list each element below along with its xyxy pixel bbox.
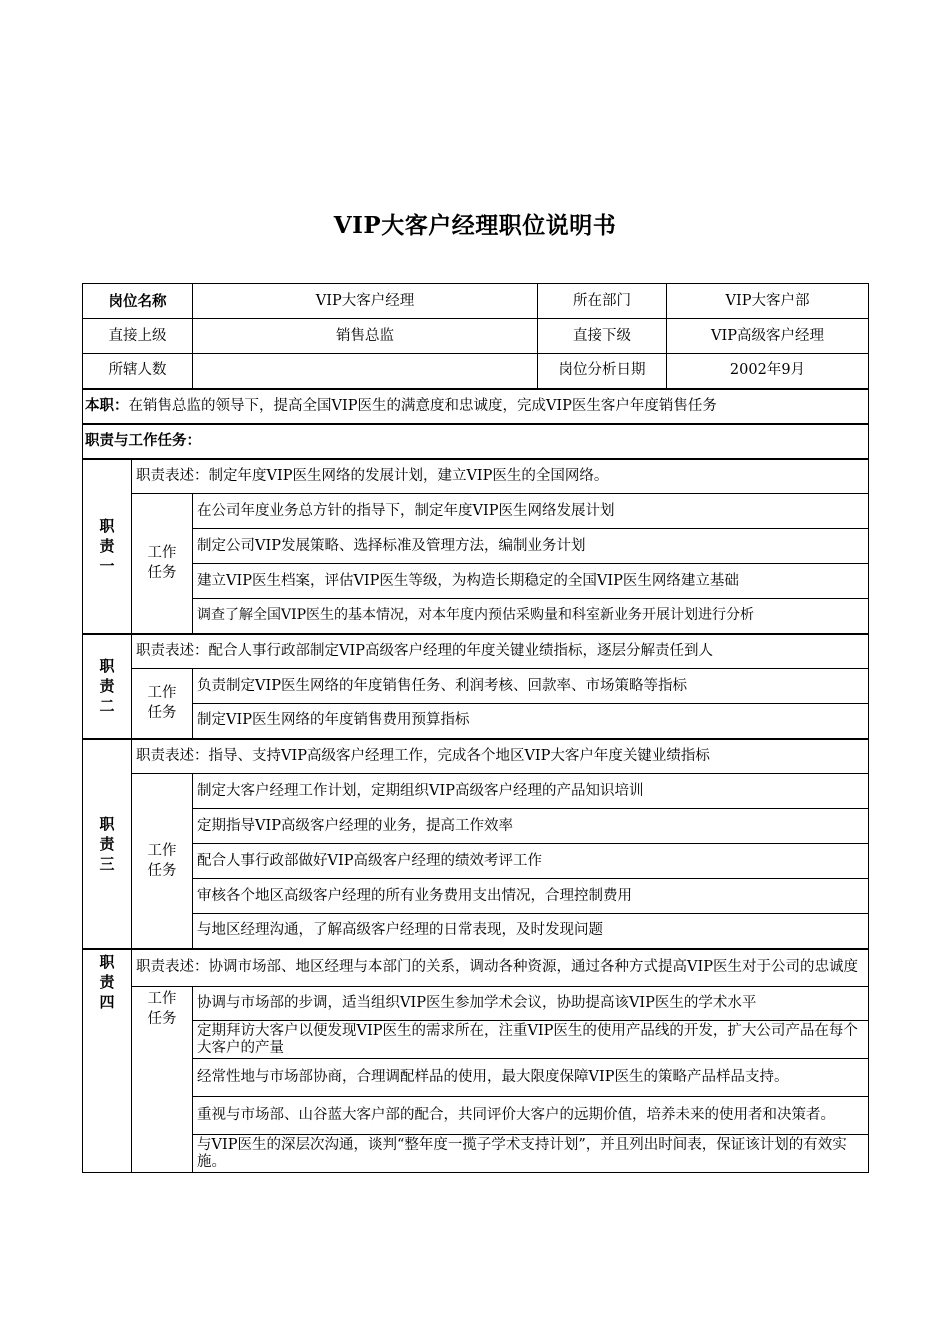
duty-4-task-2: 定期拜访大客户以便发现VIP医生的需求所在，注重VIP医生的使用产品线的开发，扩大公司产品在每个大客户的产量 bbox=[193, 1021, 869, 1059]
subordinate-label: 直接下级 bbox=[538, 319, 667, 354]
headcount-label: 所辖人数 bbox=[83, 354, 193, 389]
duty-4-name-text: 职责四 bbox=[99, 952, 115, 1011]
duty-3-statement-row bbox=[83, 739, 869, 774]
document-title: VIP大客户经理职位说明书 bbox=[333, 212, 617, 239]
task-label-text: 工作任务 bbox=[147, 842, 177, 879]
duties-header-row bbox=[83, 424, 869, 459]
duty-1-statement-row bbox=[83, 459, 869, 494]
duty-4-task-3: 经常性地与市场部协商，合理调配样品的使用，最大限度保障VIP医生的策略产品样品支持。 bbox=[193, 1059, 869, 1097]
mission-cell bbox=[83, 389, 869, 424]
post-name-value: VIP大客户经理 bbox=[193, 284, 538, 319]
duty-2-name bbox=[83, 634, 132, 739]
job-description-table bbox=[82, 283, 869, 1173]
task-label-text: 工作任务 bbox=[147, 991, 177, 1027]
headcount-value bbox=[193, 354, 538, 389]
duty-1-task-4: 调查了解全国VIP医生的基本情况，对本年度内预估采购量和科室新业务开展计划进行分析 bbox=[193, 599, 869, 634]
duty-4-task-5: 与VIP医生的深层次沟通，谈判“整年度一揽子学术支持计划”，并且列出时间表，保证该计划的有效实施。 bbox=[193, 1135, 869, 1173]
duties-header: 职责与工作任务： bbox=[83, 424, 869, 459]
mission-row bbox=[83, 389, 869, 424]
duty-4-task-row bbox=[83, 987, 869, 1021]
duty-4-task-4: 重视与市场部、山谷蓝大客户部的配合，共同评价大客户的远期价值，培养未来的使用者和决策者。 bbox=[193, 1097, 869, 1135]
info-row-2 bbox=[83, 319, 869, 354]
task-label-text: 工作任务 bbox=[147, 545, 177, 582]
duty-3-task-2: 定期指导VIP高级客户经理的业务，提高工作效率 bbox=[193, 809, 869, 844]
duty-4-task-1: 协调与市场部的步调，适当组织VIP医生参加学术会议，协助提高该VIP医生的学术水平 bbox=[193, 987, 869, 1021]
duty-3-name bbox=[83, 739, 132, 949]
duty-3-task-1: 制定大客户经理工作计划，定期组织VIP高级客户经理的产品知识培训 bbox=[193, 774, 869, 809]
duty-3-task-5: 与地区经理沟通，了解高级客户经理的日常表现，及时发现问题 bbox=[193, 914, 869, 949]
mission-text: 在销售总监的领导下，提高全国VIP医生的满意度和忠诚度，完成VIP医生客户年度销售任务 bbox=[128, 397, 717, 414]
duty-2-task-2: 制定VIP医生网络的年度销售费用预算指标 bbox=[193, 704, 869, 739]
analysis-date-value: 2002年9月 bbox=[667, 354, 869, 389]
superior-label: 直接上级 bbox=[83, 319, 193, 354]
duty-1-statement: 职责表述：制定年度VIP医生网络的发展计划，建立VIP医生的全国网络。 bbox=[132, 459, 869, 494]
dept-label: 所在部门 bbox=[538, 284, 667, 319]
duty-3-task-label bbox=[132, 774, 193, 949]
analysis-date-label: 岗位分析日期 bbox=[538, 354, 667, 389]
post-name-label: 岗位名称 bbox=[83, 284, 193, 319]
info-row-3 bbox=[83, 354, 869, 389]
duty-3-task-row bbox=[83, 774, 869, 809]
duty-3-statement: 职责表述：指导、支持VIP高级客户经理工作，完成各个地区VIP大客户年度关键业绩指标 bbox=[132, 739, 869, 774]
duty-2-name-text: 职责二 bbox=[99, 657, 115, 715]
info-row-1 bbox=[83, 284, 869, 319]
duty-2-statement-row bbox=[83, 634, 869, 669]
duty-4-statement: 职责表述：协调市场部、地区经理与本部门的关系，调动各种资源，通过各种方式提高VIP医生对于公司的忠诚度 bbox=[132, 949, 869, 987]
duty-3-name-text: 职责三 bbox=[99, 814, 115, 873]
duty-3-task-3: 配合人事行政部做好VIP高级客户经理的绩效考评工作 bbox=[193, 844, 869, 879]
duty-3-task-4: 审核各个地区高级客户经理的所有业务费用支出情况，合理控制费用 bbox=[193, 879, 869, 914]
duty-1-task-row bbox=[83, 494, 869, 529]
dept-value: VIP大客户部 bbox=[667, 284, 869, 319]
duty-4-task-label bbox=[132, 987, 193, 1173]
duty-1-name bbox=[83, 459, 132, 634]
duty-4-name bbox=[83, 949, 132, 1173]
duty-4-statement-row bbox=[83, 949, 869, 987]
duty-1-name-text: 职责一 bbox=[99, 517, 115, 575]
superior-value: 销售总监 bbox=[193, 319, 538, 354]
subordinate-value: VIP高级客户经理 bbox=[667, 319, 869, 354]
duty-1-task-1: 在公司年度业务总方针的指导下，制定年度VIP医生网络发展计划 bbox=[193, 494, 869, 529]
duty-2-task-row bbox=[83, 669, 869, 704]
duty-2-task-label bbox=[132, 669, 193, 739]
duty-1-task-2: 制定公司VIP发展策略、选择标准及管理方法，编制业务计划 bbox=[193, 529, 869, 564]
duty-2-statement: 职责表述：配合人事行政部制定VIP高级客户经理的年度关键业绩指标，逐层分解责任到人 bbox=[132, 634, 869, 669]
duty-2-task-1: 负责制定VIP医生网络的年度销售任务、利润考核、回款率、市场策略等指标 bbox=[193, 669, 869, 704]
duty-1-task-label bbox=[132, 494, 193, 634]
duty-1-task-3: 建立VIP医生档案，评估VIP医生等级，为构造长期稳定的全国VIP医生网络建立基础 bbox=[193, 564, 869, 599]
task-label-text: 工作任务 bbox=[147, 685, 177, 722]
mission-label: 本职： bbox=[85, 397, 129, 414]
